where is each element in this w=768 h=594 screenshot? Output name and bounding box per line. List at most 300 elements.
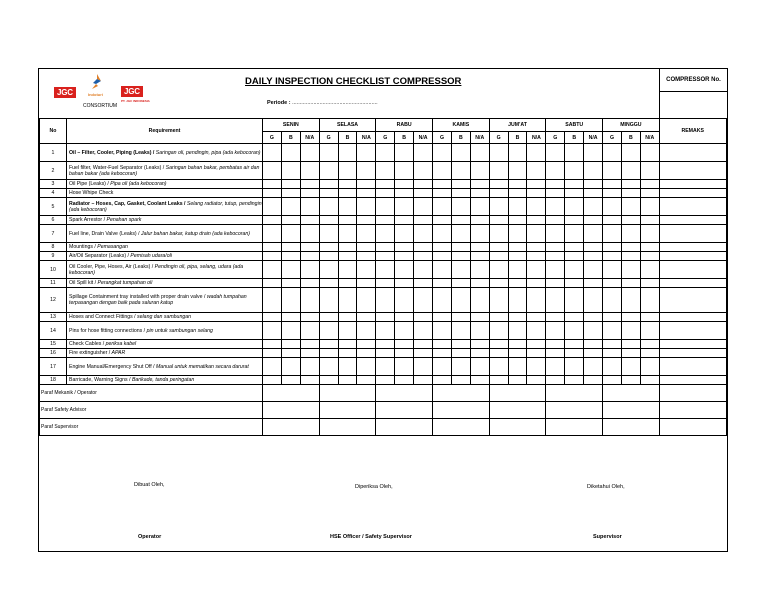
remaks-cell[interactable]: [659, 322, 726, 340]
check-cell[interactable]: [527, 180, 546, 189]
check-cell[interactable]: [546, 225, 565, 243]
check-cell[interactable]: [395, 180, 414, 189]
check-cell[interactable]: [621, 322, 640, 340]
check-cell[interactable]: [584, 279, 603, 288]
check-cell[interactable]: [489, 279, 508, 288]
remaks-cell[interactable]: [659, 162, 726, 180]
check-cell[interactable]: [376, 162, 395, 180]
check-cell[interactable]: [338, 279, 357, 288]
check-cell[interactable]: [470, 252, 489, 261]
check-cell[interactable]: [640, 313, 659, 322]
check-cell[interactable]: [640, 349, 659, 358]
check-cell[interactable]: [433, 288, 452, 313]
check-cell[interactable]: [527, 340, 546, 349]
remaks-cell[interactable]: [659, 144, 726, 162]
check-cell[interactable]: [319, 225, 338, 243]
check-cell[interactable]: [527, 279, 546, 288]
check-cell[interactable]: [376, 349, 395, 358]
check-cell[interactable]: [470, 144, 489, 162]
check-cell[interactable]: [338, 261, 357, 279]
check-cell[interactable]: [281, 288, 300, 313]
check-cell[interactable]: [281, 144, 300, 162]
check-cell[interactable]: [546, 261, 565, 279]
check-cell[interactable]: [281, 322, 300, 340]
paraf-day-cell[interactable]: [546, 419, 603, 436]
check-cell[interactable]: [357, 313, 376, 322]
check-cell[interactable]: [338, 162, 357, 180]
check-cell[interactable]: [508, 189, 527, 198]
paraf-day-cell[interactable]: [603, 402, 660, 419]
check-cell[interactable]: [395, 144, 414, 162]
paraf-day-cell[interactable]: [376, 385, 433, 402]
check-cell[interactable]: [508, 261, 527, 279]
check-cell[interactable]: [395, 252, 414, 261]
check-cell[interactable]: [338, 322, 357, 340]
check-cell[interactable]: [621, 261, 640, 279]
check-cell[interactable]: [357, 216, 376, 225]
check-cell[interactable]: [433, 358, 452, 376]
check-cell[interactable]: [263, 243, 282, 252]
check-cell[interactable]: [281, 279, 300, 288]
check-cell[interactable]: [546, 279, 565, 288]
check-cell[interactable]: [451, 358, 470, 376]
check-cell[interactable]: [263, 261, 282, 279]
check-cell[interactable]: [395, 162, 414, 180]
check-cell[interactable]: [584, 349, 603, 358]
check-cell[interactable]: [546, 349, 565, 358]
check-cell[interactable]: [470, 162, 489, 180]
check-cell[interactable]: [470, 288, 489, 313]
check-cell[interactable]: [414, 349, 433, 358]
check-cell[interactable]: [300, 252, 319, 261]
check-cell[interactable]: [300, 162, 319, 180]
check-cell[interactable]: [489, 261, 508, 279]
check-cell[interactable]: [376, 216, 395, 225]
check-cell[interactable]: [395, 322, 414, 340]
check-cell[interactable]: [319, 198, 338, 216]
check-cell[interactable]: [546, 198, 565, 216]
check-cell[interactable]: [508, 144, 527, 162]
check-cell[interactable]: [433, 252, 452, 261]
check-cell[interactable]: [395, 340, 414, 349]
check-cell[interactable]: [584, 180, 603, 189]
check-cell[interactable]: [433, 313, 452, 322]
check-cell[interactable]: [603, 243, 622, 252]
check-cell[interactable]: [414, 279, 433, 288]
check-cell[interactable]: [527, 216, 546, 225]
check-cell[interactable]: [565, 288, 584, 313]
check-cell[interactable]: [281, 358, 300, 376]
check-cell[interactable]: [546, 189, 565, 198]
paraf-day-cell[interactable]: [263, 385, 320, 402]
check-cell[interactable]: [621, 376, 640, 385]
check-cell[interactable]: [414, 198, 433, 216]
paraf-day-cell[interactable]: [319, 385, 376, 402]
check-cell[interactable]: [508, 340, 527, 349]
check-cell[interactable]: [565, 261, 584, 279]
check-cell[interactable]: [376, 322, 395, 340]
check-cell[interactable]: [433, 261, 452, 279]
check-cell[interactable]: [300, 288, 319, 313]
paraf-day-cell[interactable]: [603, 385, 660, 402]
check-cell[interactable]: [376, 279, 395, 288]
check-cell[interactable]: [470, 198, 489, 216]
check-cell[interactable]: [319, 189, 338, 198]
check-cell[interactable]: [433, 189, 452, 198]
check-cell[interactable]: [621, 313, 640, 322]
check-cell[interactable]: [263, 322, 282, 340]
check-cell[interactable]: [546, 216, 565, 225]
check-cell[interactable]: [263, 216, 282, 225]
check-cell[interactable]: [546, 376, 565, 385]
check-cell[interactable]: [451, 376, 470, 385]
check-cell[interactable]: [584, 144, 603, 162]
check-cell[interactable]: [603, 349, 622, 358]
check-cell[interactable]: [565, 322, 584, 340]
check-cell[interactable]: [357, 279, 376, 288]
check-cell[interactable]: [508, 243, 527, 252]
check-cell[interactable]: [470, 340, 489, 349]
check-cell[interactable]: [508, 162, 527, 180]
check-cell[interactable]: [263, 189, 282, 198]
check-cell[interactable]: [584, 322, 603, 340]
check-cell[interactable]: [470, 216, 489, 225]
check-cell[interactable]: [395, 288, 414, 313]
check-cell[interactable]: [451, 288, 470, 313]
check-cell[interactable]: [527, 322, 546, 340]
check-cell[interactable]: [338, 358, 357, 376]
check-cell[interactable]: [489, 162, 508, 180]
check-cell[interactable]: [281, 162, 300, 180]
check-cell[interactable]: [621, 216, 640, 225]
check-cell[interactable]: [300, 358, 319, 376]
remaks-cell[interactable]: [659, 252, 726, 261]
check-cell[interactable]: [281, 252, 300, 261]
check-cell[interactable]: [414, 376, 433, 385]
check-cell[interactable]: [357, 252, 376, 261]
check-cell[interactable]: [489, 252, 508, 261]
check-cell[interactable]: [603, 261, 622, 279]
check-cell[interactable]: [470, 349, 489, 358]
check-cell[interactable]: [565, 358, 584, 376]
check-cell[interactable]: [338, 189, 357, 198]
check-cell[interactable]: [433, 216, 452, 225]
check-cell[interactable]: [489, 180, 508, 189]
check-cell[interactable]: [300, 349, 319, 358]
check-cell[interactable]: [508, 313, 527, 322]
check-cell[interactable]: [584, 162, 603, 180]
check-cell[interactable]: [376, 243, 395, 252]
check-cell[interactable]: [376, 198, 395, 216]
check-cell[interactable]: [338, 180, 357, 189]
check-cell[interactable]: [451, 162, 470, 180]
check-cell[interactable]: [357, 162, 376, 180]
check-cell[interactable]: [508, 358, 527, 376]
check-cell[interactable]: [508, 216, 527, 225]
check-cell[interactable]: [584, 340, 603, 349]
check-cell[interactable]: [470, 313, 489, 322]
paraf-day-cell[interactable]: [376, 402, 433, 419]
check-cell[interactable]: [527, 198, 546, 216]
check-cell[interactable]: [565, 243, 584, 252]
check-cell[interactable]: [621, 243, 640, 252]
check-cell[interactable]: [603, 279, 622, 288]
check-cell[interactable]: [621, 349, 640, 358]
check-cell[interactable]: [281, 180, 300, 189]
check-cell[interactable]: [376, 252, 395, 261]
check-cell[interactable]: [395, 349, 414, 358]
check-cell[interactable]: [281, 243, 300, 252]
check-cell[interactable]: [640, 243, 659, 252]
check-cell[interactable]: [489, 340, 508, 349]
check-cell[interactable]: [470, 358, 489, 376]
check-cell[interactable]: [414, 261, 433, 279]
check-cell[interactable]: [584, 313, 603, 322]
paraf-day-cell[interactable]: [546, 402, 603, 419]
check-cell[interactable]: [451, 322, 470, 340]
check-cell[interactable]: [565, 198, 584, 216]
check-cell[interactable]: [470, 322, 489, 340]
check-cell[interactable]: [319, 358, 338, 376]
check-cell[interactable]: [640, 252, 659, 261]
check-cell[interactable]: [395, 376, 414, 385]
check-cell[interactable]: [414, 180, 433, 189]
check-cell[interactable]: [603, 180, 622, 189]
check-cell[interactable]: [414, 358, 433, 376]
remaks-cell[interactable]: [659, 340, 726, 349]
check-cell[interactable]: [263, 180, 282, 189]
check-cell[interactable]: [395, 216, 414, 225]
check-cell[interactable]: [414, 225, 433, 243]
check-cell[interactable]: [300, 322, 319, 340]
check-cell[interactable]: [357, 180, 376, 189]
check-cell[interactable]: [621, 288, 640, 313]
check-cell[interactable]: [395, 189, 414, 198]
check-cell[interactable]: [281, 261, 300, 279]
check-cell[interactable]: [319, 162, 338, 180]
paraf-day-cell[interactable]: [546, 385, 603, 402]
check-cell[interactable]: [470, 243, 489, 252]
check-cell[interactable]: [300, 144, 319, 162]
check-cell[interactable]: [565, 313, 584, 322]
check-cell[interactable]: [527, 162, 546, 180]
check-cell[interactable]: [433, 243, 452, 252]
check-cell[interactable]: [546, 358, 565, 376]
remaks-cell[interactable]: [659, 225, 726, 243]
check-cell[interactable]: [640, 261, 659, 279]
check-cell[interactable]: [603, 198, 622, 216]
paraf-day-cell[interactable]: [489, 385, 546, 402]
check-cell[interactable]: [546, 243, 565, 252]
check-cell[interactable]: [451, 216, 470, 225]
check-cell[interactable]: [565, 252, 584, 261]
check-cell[interactable]: [281, 216, 300, 225]
check-cell[interactable]: [489, 322, 508, 340]
check-cell[interactable]: [527, 189, 546, 198]
check-cell[interactable]: [357, 288, 376, 313]
check-cell[interactable]: [395, 198, 414, 216]
check-cell[interactable]: [584, 252, 603, 261]
check-cell[interactable]: [338, 144, 357, 162]
check-cell[interactable]: [546, 340, 565, 349]
check-cell[interactable]: [565, 189, 584, 198]
check-cell[interactable]: [433, 279, 452, 288]
check-cell[interactable]: [319, 340, 338, 349]
paraf-day-cell[interactable]: [489, 402, 546, 419]
check-cell[interactable]: [640, 144, 659, 162]
check-cell[interactable]: [621, 189, 640, 198]
check-cell[interactable]: [414, 313, 433, 322]
check-cell[interactable]: [433, 198, 452, 216]
check-cell[interactable]: [319, 376, 338, 385]
check-cell[interactable]: [433, 322, 452, 340]
check-cell[interactable]: [546, 313, 565, 322]
check-cell[interactable]: [433, 180, 452, 189]
check-cell[interactable]: [281, 225, 300, 243]
check-cell[interactable]: [263, 313, 282, 322]
check-cell[interactable]: [357, 144, 376, 162]
check-cell[interactable]: [281, 313, 300, 322]
check-cell[interactable]: [414, 322, 433, 340]
check-cell[interactable]: [621, 198, 640, 216]
check-cell[interactable]: [640, 189, 659, 198]
check-cell[interactable]: [489, 216, 508, 225]
check-cell[interactable]: [451, 340, 470, 349]
check-cell[interactable]: [357, 198, 376, 216]
check-cell[interactable]: [338, 288, 357, 313]
check-cell[interactable]: [357, 261, 376, 279]
check-cell[interactable]: [584, 243, 603, 252]
check-cell[interactable]: [281, 376, 300, 385]
check-cell[interactable]: [338, 225, 357, 243]
check-cell[interactable]: [584, 198, 603, 216]
check-cell[interactable]: [319, 279, 338, 288]
check-cell[interactable]: [508, 279, 527, 288]
check-cell[interactable]: [357, 349, 376, 358]
check-cell[interactable]: [640, 288, 659, 313]
check-cell[interactable]: [338, 243, 357, 252]
check-cell[interactable]: [546, 144, 565, 162]
check-cell[interactable]: [263, 279, 282, 288]
check-cell[interactable]: [319, 216, 338, 225]
check-cell[interactable]: [489, 376, 508, 385]
check-cell[interactable]: [546, 180, 565, 189]
check-cell[interactable]: [546, 162, 565, 180]
check-cell[interactable]: [489, 189, 508, 198]
check-cell[interactable]: [357, 340, 376, 349]
check-cell[interactable]: [527, 376, 546, 385]
check-cell[interactable]: [263, 198, 282, 216]
check-cell[interactable]: [451, 189, 470, 198]
check-cell[interactable]: [414, 340, 433, 349]
check-cell[interactable]: [451, 279, 470, 288]
check-cell[interactable]: [603, 340, 622, 349]
check-cell[interactable]: [640, 340, 659, 349]
check-cell[interactable]: [508, 288, 527, 313]
check-cell[interactable]: [433, 225, 452, 243]
check-cell[interactable]: [603, 144, 622, 162]
check-cell[interactable]: [527, 288, 546, 313]
paraf-day-cell[interactable]: [603, 419, 660, 436]
check-cell[interactable]: [603, 313, 622, 322]
check-cell[interactable]: [546, 322, 565, 340]
check-cell[interactable]: [565, 279, 584, 288]
check-cell[interactable]: [414, 162, 433, 180]
check-cell[interactable]: [527, 252, 546, 261]
check-cell[interactable]: [489, 349, 508, 358]
check-cell[interactable]: [338, 376, 357, 385]
check-cell[interactable]: [281, 198, 300, 216]
check-cell[interactable]: [489, 288, 508, 313]
check-cell[interactable]: [621, 358, 640, 376]
check-cell[interactable]: [414, 252, 433, 261]
check-cell[interactable]: [489, 198, 508, 216]
check-cell[interactable]: [357, 243, 376, 252]
check-cell[interactable]: [376, 225, 395, 243]
check-cell[interactable]: [527, 349, 546, 358]
check-cell[interactable]: [338, 252, 357, 261]
check-cell[interactable]: [584, 189, 603, 198]
check-cell[interactable]: [395, 279, 414, 288]
check-cell[interactable]: [376, 144, 395, 162]
check-cell[interactable]: [376, 189, 395, 198]
remaks-cell[interactable]: [659, 279, 726, 288]
check-cell[interactable]: [338, 349, 357, 358]
check-cell[interactable]: [300, 340, 319, 349]
check-cell[interactable]: [281, 349, 300, 358]
check-cell[interactable]: [300, 243, 319, 252]
remaks-cell[interactable]: [659, 180, 726, 189]
check-cell[interactable]: [376, 340, 395, 349]
check-cell[interactable]: [319, 252, 338, 261]
check-cell[interactable]: [603, 252, 622, 261]
check-cell[interactable]: [414, 288, 433, 313]
check-cell[interactable]: [640, 322, 659, 340]
check-cell[interactable]: [640, 358, 659, 376]
remaks-cell[interactable]: [659, 313, 726, 322]
check-cell[interactable]: [621, 252, 640, 261]
check-cell[interactable]: [319, 288, 338, 313]
check-cell[interactable]: [376, 261, 395, 279]
check-cell[interactable]: [338, 198, 357, 216]
remaks-cell[interactable]: [659, 288, 726, 313]
check-cell[interactable]: [357, 358, 376, 376]
check-cell[interactable]: [640, 216, 659, 225]
remaks-cell[interactable]: [659, 358, 726, 376]
check-cell[interactable]: [546, 288, 565, 313]
check-cell[interactable]: [508, 198, 527, 216]
check-cell[interactable]: [584, 288, 603, 313]
check-cell[interactable]: [584, 261, 603, 279]
check-cell[interactable]: [451, 261, 470, 279]
check-cell[interactable]: [376, 358, 395, 376]
check-cell[interactable]: [527, 358, 546, 376]
check-cell[interactable]: [263, 162, 282, 180]
check-cell[interactable]: [621, 279, 640, 288]
check-cell[interactable]: [395, 358, 414, 376]
check-cell[interactable]: [640, 180, 659, 189]
paraf-day-cell[interactable]: [433, 419, 490, 436]
check-cell[interactable]: [414, 243, 433, 252]
check-cell[interactable]: [281, 189, 300, 198]
remaks-cell[interactable]: [659, 376, 726, 385]
check-cell[interactable]: [319, 261, 338, 279]
check-cell[interactable]: [263, 144, 282, 162]
check-cell[interactable]: [489, 243, 508, 252]
check-cell[interactable]: [603, 216, 622, 225]
remaks-cell[interactable]: [659, 198, 726, 216]
check-cell[interactable]: [527, 243, 546, 252]
